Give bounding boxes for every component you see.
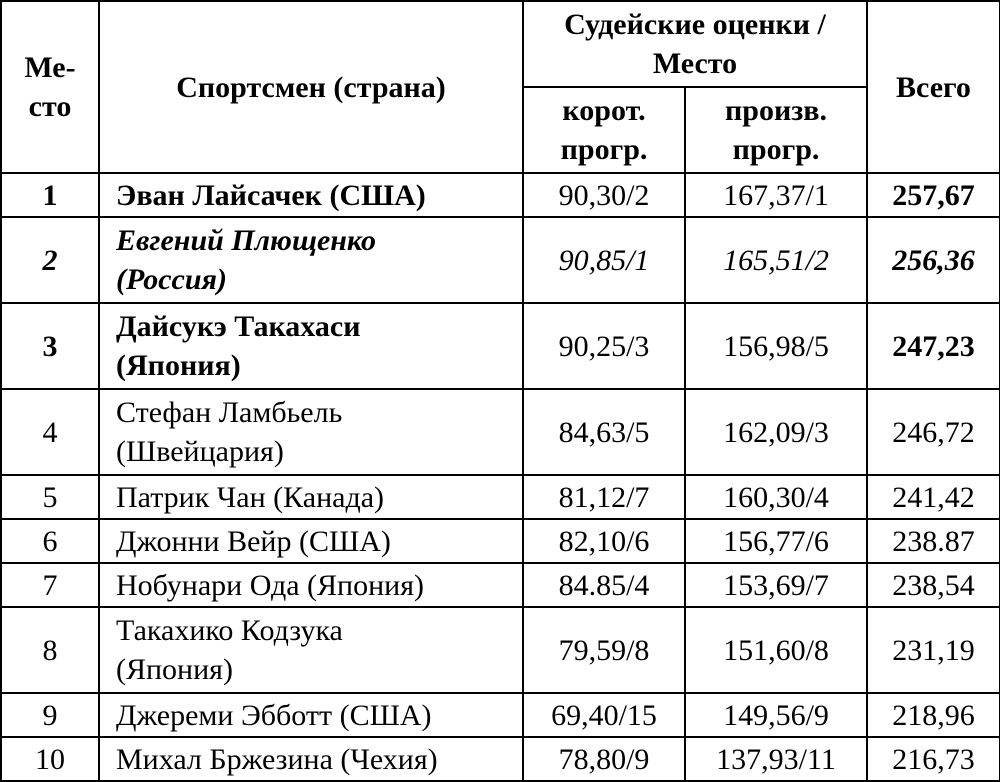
athlete-cell [99, 217, 523, 303]
table-row [1, 563, 1000, 607]
place-cell: 8 [1, 607, 99, 693]
athlete-name: Эван Лайсачек (США) [116, 178, 426, 212]
athlete-cell [99, 563, 523, 607]
free-score-cell: 149,56/9 [685, 693, 867, 737]
table-row [1, 519, 1000, 563]
free-score-cell: 160,30/4 [685, 475, 867, 519]
short-score-cell: 90,85/1 [523, 217, 685, 303]
place-cell: 5 [1, 475, 99, 519]
table-row [1, 693, 1000, 737]
athlete-cell [99, 303, 523, 389]
athlete-cell [99, 737, 523, 781]
table-row [1, 607, 1000, 693]
athlete-country: (Россия) [116, 263, 227, 296]
table-row [1, 389, 1000, 475]
header-free-program: произв. прогр. [685, 87, 867, 173]
athlete-country: (Япония) [116, 653, 233, 686]
free-score-cell: 165,51/2 [685, 217, 867, 303]
athlete-name: Стефан Ламбьель [116, 396, 343, 429]
place-cell: 6 [1, 519, 99, 563]
athlete-name: Патрик Чан (Канада) [116, 480, 385, 514]
short-score-cell: 82,10/6 [523, 519, 685, 563]
header-short-program: корот. прогр. [523, 87, 685, 173]
place-cell: 2 [1, 217, 99, 303]
table-row [1, 303, 1000, 389]
place-cell: 4 [1, 389, 99, 475]
athlete-cell [99, 607, 523, 693]
athlete-cell [99, 173, 523, 217]
place-cell: 10 [1, 737, 99, 781]
total-cell: 216,73 [867, 737, 1000, 781]
athlete-name: Евгений Плющенко [116, 224, 376, 257]
free-score-cell: 137,93/11 [685, 737, 867, 781]
athlete-country: (Швейцария) [116, 435, 284, 468]
short-score-cell: 90,30/2 [523, 173, 685, 217]
total-cell: 256,36 [867, 217, 1000, 303]
total-cell: 246,72 [867, 389, 1000, 475]
table-row [1, 173, 1000, 217]
short-score-cell: 81,12/7 [523, 475, 685, 519]
free-score-cell: 151,60/8 [685, 607, 867, 693]
total-cell: 238,54 [867, 563, 1000, 607]
header-total: Всего [867, 1, 1000, 173]
place-cell: 7 [1, 563, 99, 607]
short-score-cell: 79,59/8 [523, 607, 685, 693]
total-cell: 241,42 [867, 475, 1000, 519]
table-row [1, 217, 1000, 303]
table-row [1, 475, 1000, 519]
short-score-cell: 84.85/4 [523, 563, 685, 607]
short-score-cell: 90,25/3 [523, 303, 685, 389]
athlete-country: (Япония) [116, 349, 241, 382]
athlete-name: Джонни Вейр (США) [116, 524, 391, 558]
header-athlete: Спортсмен (страна) [99, 1, 523, 173]
short-score-cell: 78,80/9 [523, 737, 685, 781]
athlete-name: Такахико Кодзука [116, 614, 343, 647]
athlete-name: Михал Бржезина (Чехия) [116, 742, 438, 776]
place-cell: 9 [1, 693, 99, 737]
free-score-cell: 156,98/5 [685, 303, 867, 389]
total-cell: 238.87 [867, 519, 1000, 563]
free-score-cell: 162,09/3 [685, 389, 867, 475]
place-cell: 3 [1, 303, 99, 389]
header-place: Ме- сто [1, 1, 99, 173]
free-score-cell: 167,37/1 [685, 173, 867, 217]
athlete-name: Нобунари Ода (Япония) [116, 568, 425, 602]
athlete-cell [99, 693, 523, 737]
table-row [1, 737, 1000, 781]
athlete-name: Дайсукэ Такахаси [116, 310, 361, 343]
short-score-cell: 69,40/15 [523, 693, 685, 737]
athlete-name: Джереми Эбботт (США) [116, 698, 432, 732]
total-cell: 231,19 [867, 607, 1000, 693]
athlete-cell [99, 389, 523, 475]
short-score-cell: 84,63/5 [523, 389, 685, 475]
athlete-cell [99, 519, 523, 563]
header-scores: Судейские оценки / Место [523, 1, 867, 87]
athlete-cell [99, 475, 523, 519]
free-score-cell: 156,77/6 [685, 519, 867, 563]
free-score-cell: 153,69/7 [685, 563, 867, 607]
total-cell: 247,23 [867, 303, 1000, 389]
total-cell: 257,67 [867, 173, 1000, 217]
place-cell: 1 [1, 173, 99, 217]
total-cell: 218,96 [867, 693, 1000, 737]
